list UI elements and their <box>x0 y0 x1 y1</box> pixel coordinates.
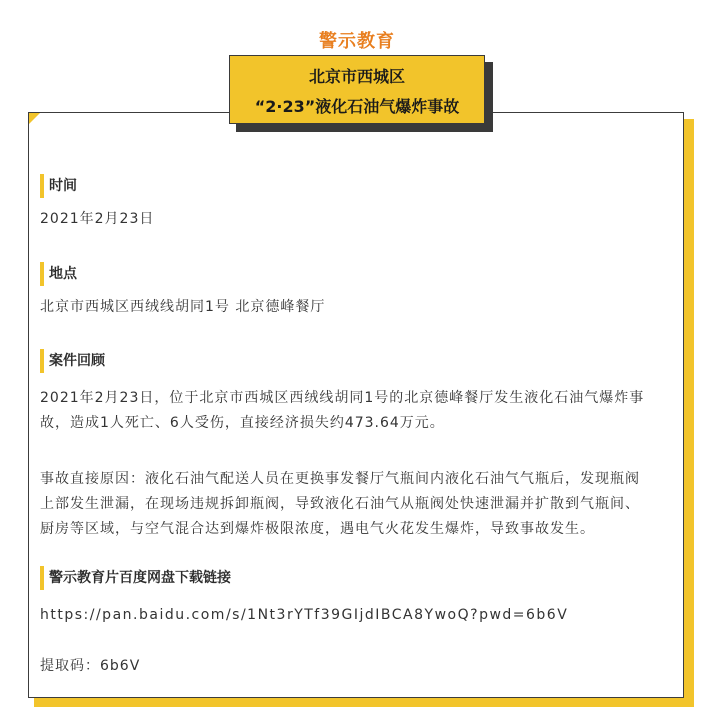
place-value: 北京市西城区西绒线胡同1号 北京德峰餐厅 <box>40 299 326 315</box>
section-heading-review: 案件回顾 <box>40 349 105 373</box>
section-heading-download: 警示教育片百度网盘下载链接 <box>40 566 231 590</box>
extraction-code: 提取码：6b6V <box>40 658 141 674</box>
review-para1-line2: 故，造成1人死亡、6人受伤，直接经济损失约473.64万元。 <box>40 415 445 431</box>
corner-decoration <box>29 113 40 124</box>
banner-title-line1: 北京市西城区 <box>308 67 405 86</box>
review-para2-line2: 上部发生泄漏，在现场违规拆卸瓶阀，导致液化石油气从瓶阀处快速泄漏并扩散到气瓶间、 <box>40 496 640 512</box>
section-heading-time: 时间 <box>40 174 77 198</box>
review-para2-line3: 厨房等区域，与空气混合达到爆炸极限浓度，遇电气火花发生爆炸，导致事故发生。 <box>40 521 595 537</box>
section-heading-place: 地点 <box>40 262 77 286</box>
review-paragraph-1 <box>40 386 680 436</box>
title-banner <box>229 55 485 124</box>
review-para2-line1: 事故直接原因：液化石油气配送人员在更换事发餐厅气瓶间内液化石油气气瓶后，发现瓶阀 <box>40 471 640 487</box>
time-value: 2021年2月23日 <box>40 211 155 227</box>
download-link[interactable]: https://pan.baidu.com/s/1Nt3rYTf39GIjdIBCA8YwoQ?pwd=6b6V <box>40 607 569 623</box>
review-para1-line1: 2021年2月23日，位于北京市西城区西绒线胡同1号的北京德峰餐厅发生液化石油气爆炸事 <box>40 390 645 406</box>
banner-title-line2: “2·23”液化石油气爆炸事故 <box>254 97 460 116</box>
review-paragraph-2 <box>40 467 680 542</box>
kicker-title: 警示教育 <box>319 31 395 52</box>
